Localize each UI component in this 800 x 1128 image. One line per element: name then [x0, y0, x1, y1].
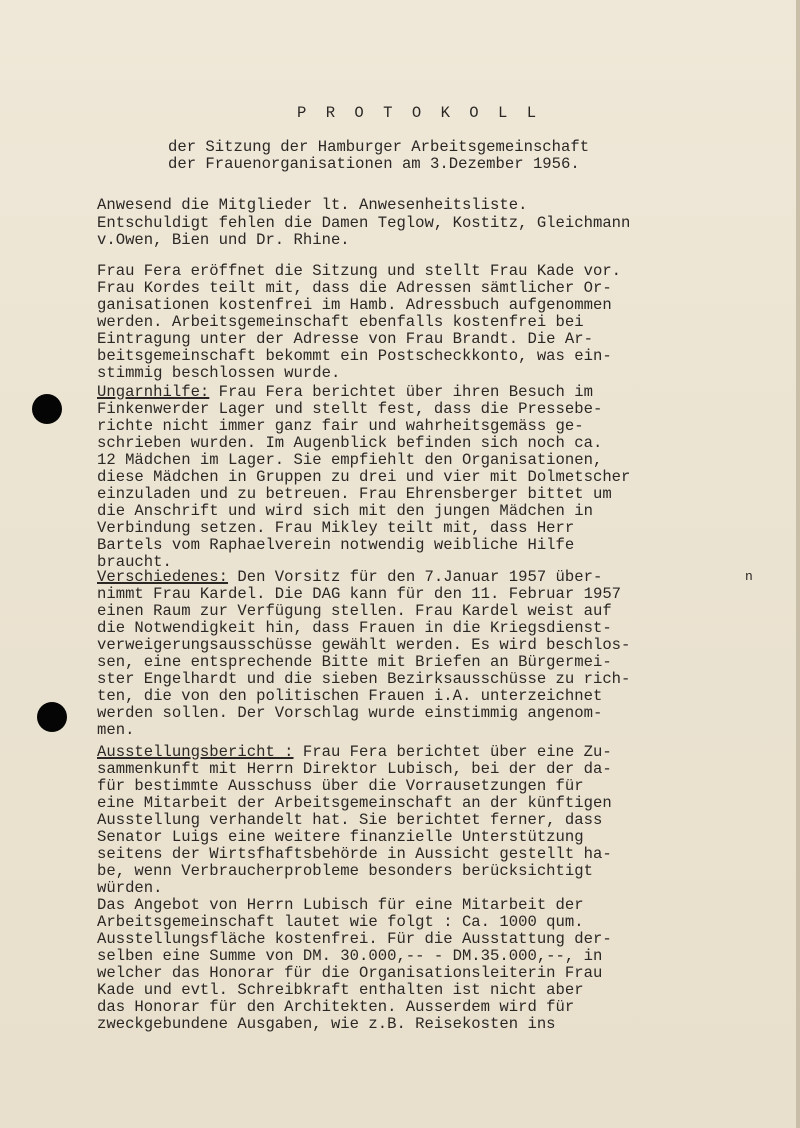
attendance-line: Anwesend die Mitglieder lt. Anwesenheitsliste.: [97, 196, 528, 214]
verschiedenes-first-line: [97, 568, 602, 586]
ausstellung-line: Arbeitsgemeinschaft lautet wie folgt : Ca. 1000 qum.: [97, 913, 584, 931]
verschiedenes-line: nimmt Frau Kardel. Die DAG kann für den 11. Februar 1957: [97, 585, 622, 603]
opening-line: werden. Arbeitsgemeinschaft ebenfalls kostenfrei bei: [97, 313, 584, 331]
ungarnhilfe-line: diese Mädchen in Gruppen zu drei und vier mit Dolmetscher: [97, 468, 631, 486]
ausstellung-line: seitens der Wirtsfhaftsbehörde in Aussicht gestellt ha-: [97, 845, 612, 863]
ungarnhilfe-first-line: [97, 383, 593, 401]
subtitle-line-1: der Sitzung der Hamburger Arbeitsgemeinschaft: [168, 138, 590, 156]
ausstellung-line: Senator Luigs eine weitere finanzielle Unterstützung: [97, 828, 584, 846]
ausstellung-line: für bestimmte Ausschuss über die Vorrausetzungen für: [97, 777, 584, 795]
opening-line: ganisationen kostenfrei im Hamb. Adressbuch aufgenommen: [97, 296, 612, 314]
attendance-line: v.Owen, Bien und Dr. Rhine.: [97, 231, 350, 249]
ungarnhilfe-line: Verbindung setzen. Frau Mikley teilt mit, dass Herr: [97, 519, 575, 537]
ausstellung-line: selben eine Summe von DM. 30.000,-- - DM.35.000,--, in: [97, 947, 603, 965]
ungarnhilfe-line: Bartels vom Raphaelverein notwendig weibliche Hilfe: [97, 536, 575, 554]
verschiedenes-line: die Notwendigkeit hin, dass Frauen in die Kriegsdienst-: [97, 619, 612, 637]
ungarnhilfe-line: Finkenwerder Lager und stellt fest, dass die Pressebe-: [97, 400, 603, 418]
ausstellung-line: be, wenn Verbraucherprobleme besonders berücksichtigt: [97, 862, 593, 880]
ausstellung-line: Das Angebot von Herrn Lubisch für eine Mitarbeit der: [97, 896, 584, 914]
ungarnhilfe-heading: Ungarnhilfe:: [97, 383, 210, 401]
opening-line: beitsgemeinschaft bekommt ein Postscheckkonto, was ein-: [97, 347, 612, 365]
ausstellung-line: welcher das Honorar für die Organisationsleiterin Frau: [97, 964, 603, 982]
opening-line: stimmig beschlossen wurde.: [97, 364, 341, 382]
subtitle-line-2: der Frauenorganisationen am 3.Dezember 1956.: [168, 155, 580, 173]
verschiedenes-heading: Verschiedenes:: [97, 568, 229, 586]
ungarnhilfe-line: 12 Mädchen im Lager. Sie empfiehlt den Organisationen,: [97, 451, 603, 469]
ausstellung-line: zweckgebundene Ausgaben, wie z.B. Reisekosten ins: [97, 1015, 556, 1033]
page-edge: [796, 0, 800, 1128]
verschiedenes-line: Den Vorsitz für den 7.Januar 1957 über-: [228, 568, 603, 586]
punch-hole-top: [32, 394, 62, 424]
margin-mark: n: [745, 569, 753, 584]
ungarnhilfe-line: die Anschrift und wird sich mit den jungen Mädchen in: [97, 502, 593, 520]
ungarnhilfe-line: schrieben wurden. Im Augenblick befinden sich noch ca.: [97, 434, 603, 452]
ungarnhilfe-line: braucht.: [97, 553, 172, 571]
verschiedenes-line: verweigerungsausschüsse gewählt werden. Es wird beschlos-: [97, 636, 631, 654]
verschiedenes-line: ten, die von den politischen Frauen i.A. unterzeichnet: [97, 687, 603, 705]
ausstellung-line: Kade und evtl. Schreibkraft enthalten ist nicht aber: [97, 981, 584, 999]
ungarnhilfe-line: richte nicht immer ganz fair und wahrheitsgemäss ge-: [97, 417, 584, 435]
opening-line: Frau Fera eröffnet die Sitzung und stellt Frau Kade vor.: [97, 262, 622, 280]
opening-line: Eintragung unter der Adresse von Frau Brandt. Die Ar-: [97, 330, 593, 348]
ausstellung-first-line: [97, 743, 612, 761]
ausstellung-line: sammenkunft mit Herrn Direktor Lubisch, bei der der da-: [97, 760, 612, 778]
verschiedenes-line: einen Raum zur Verfügung stellen. Frau Kardel weist auf: [97, 602, 612, 620]
ausstellung-line: eine Mitarbeit der Arbeitsgemeinschaft an der künftigen: [97, 794, 612, 812]
verschiedenes-line: sen, eine entsprechende Bitte mit Briefen an Bürgermei-: [97, 653, 612, 671]
opening-line: Frau Kordes teilt mit, dass die Adressen sämtlicher Or-: [97, 279, 612, 297]
ausstellung-line: das Honorar für den Architekten. Ausserdem wird für: [97, 998, 575, 1016]
verschiedenes-line: werden sollen. Der Vorschlag wurde einstimmig angenom-: [97, 704, 603, 722]
ungarnhilfe-line: einzuladen und zu betreuen. Frau Ehrensberger bittet um: [97, 485, 612, 503]
ausstellung-line: Ausstellung verhandelt hat. Sie berichtet ferner, dass: [97, 811, 603, 829]
attendance-line: Entschuldigt fehlen die Damen Teglow, Kostitz, Gleichmann: [97, 214, 631, 232]
ausstellung-heading: Ausstellungsbericht :: [97, 743, 294, 761]
verschiedenes-line: men.: [97, 721, 135, 739]
punch-hole-bottom: [37, 702, 67, 732]
ausstellung-line: Ausstellungsfläche kostenfrei. Für die Ausstattung der-: [97, 930, 612, 948]
ausstellung-line: Frau Fera berichtet über eine Zu-: [293, 743, 612, 761]
verschiedenes-line: ster Engelhardt und die sieben Bezirksausschüsse zu rich-: [97, 670, 631, 688]
document-title: P R O T O K O L L: [297, 104, 542, 122]
ungarnhilfe-line: Frau Fera berichtet über ihren Besuch im: [209, 383, 593, 401]
ausstellung-line: würden.: [97, 879, 163, 897]
